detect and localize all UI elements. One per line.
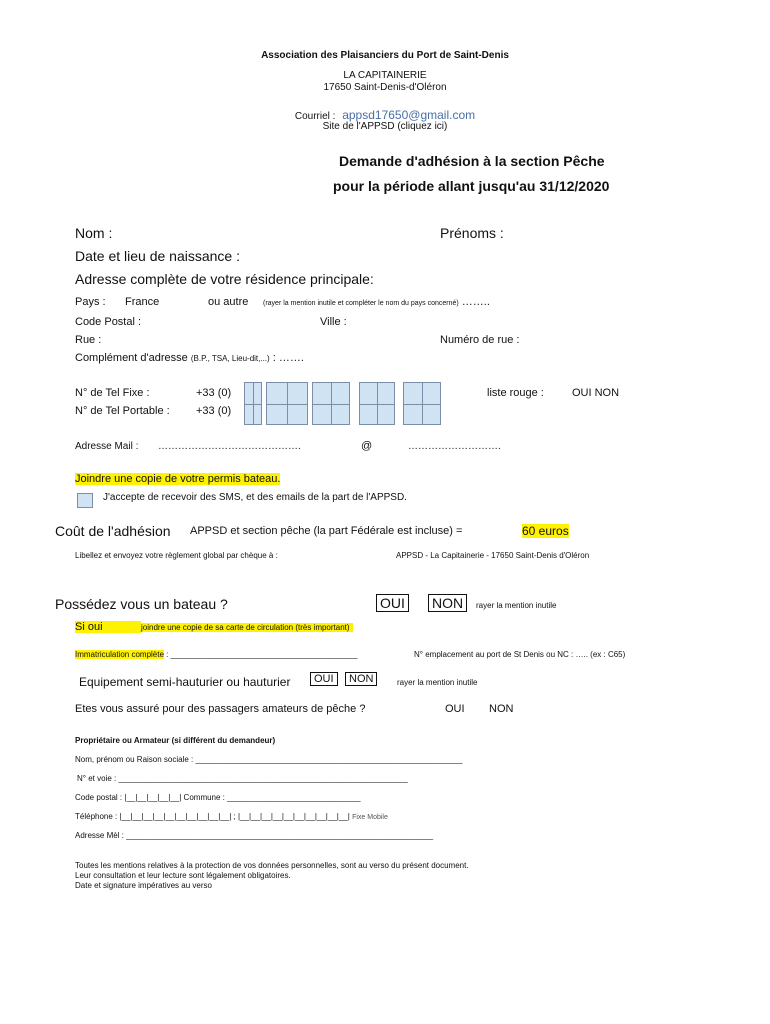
immat-label: Immatriculation complète (75, 650, 164, 659)
address-line-1: LA CAPITAINERIE (343, 70, 427, 81)
site-link[interactable]: Site de l'APPSD (cliquez ici) (322, 121, 448, 132)
tel-portable-prefix: +33 (0) (196, 405, 232, 417)
bateau-rayer: rayer la mention inutile (476, 601, 557, 610)
proprietaire-mel: Adresse Mèl : _____________________________________________________________________ (75, 831, 434, 840)
bateau-oui-box[interactable]: OUI (376, 594, 409, 612)
immat-row (75, 650, 357, 659)
form-title-line2: pour la période allant jusqu'au 31/12/2020 (333, 178, 610, 194)
libellez-label: Libellez et envoyez votre règlement global par chèque à : (75, 551, 278, 560)
complement-note: (B.P., TSA, Lieu-dit,...) (190, 354, 270, 363)
ou-autre-label: ou autre (208, 296, 249, 308)
mail-label: Adresse Mail : (75, 441, 139, 452)
proprietaire-tel-row (75, 812, 388, 821)
liste-rouge-choice[interactable]: OUI NON (572, 387, 620, 399)
proprietaire-title: Propriétaire ou Armateur (si différent du demandeur) (75, 736, 276, 745)
proprietaire-tel: Téléphone : |__|__|__|__|__|__|__|__|__|__| ; |__|__|__|__|__|__|__|__|__|__| (75, 812, 350, 821)
adresse-title: Adresse complète de votre résidence principale: (75, 271, 374, 287)
bateau-question: Possédez vous un bateau ? (55, 596, 228, 612)
nom-label: Nom : (75, 225, 113, 241)
complement-label: Complément d'adresse (75, 352, 188, 364)
pays-value: France (125, 296, 160, 308)
phone-digit-box-1[interactable] (244, 382, 262, 425)
equipement-non-box[interactable]: NON (345, 672, 377, 686)
emplacement-label: N° emplacement au port de St Denis ou NC : ….. (ex : C65) (414, 650, 626, 659)
numero-rue-label: Numéro de rue : (440, 334, 520, 346)
cout-details: APPSD et section pêche (la part Fédérale est incluse) = (190, 525, 463, 537)
liste-rouge-label: liste rouge : (487, 387, 544, 399)
sms-consent-checkbox[interactable] (77, 493, 93, 508)
mail-dots-domain: ………………………. (408, 441, 501, 452)
phone-digit-box-5[interactable] (403, 382, 441, 425)
address-line-2: 17650 Saint-Denis-d'Oléron (323, 82, 447, 93)
pays-note: (rayer la mention inutile et compléter le nom du pays concerné) (263, 300, 459, 307)
assure-non[interactable]: NON (489, 703, 514, 715)
joindre-carte: joindre une copie de sa carte de circulation (très important) (141, 623, 353, 632)
cout-amount: 60 euros (522, 524, 569, 538)
immat-line: : __________________________________________ (166, 650, 358, 659)
footer-line-3: Date et signature impératives au verso (75, 881, 212, 890)
equipement-oui-box[interactable]: OUI (310, 672, 338, 686)
email-label: Courriel : (294, 111, 336, 122)
mail-at: @ (361, 440, 373, 452)
rue-label: Rue : (75, 334, 102, 346)
email-link[interactable]: appsd17650@gmail.com (342, 108, 476, 122)
email-row (0, 108, 770, 122)
mail-dots: ……………………………………. (158, 441, 301, 452)
cout-label: Coût de l'adhésion (55, 523, 171, 539)
proprietaire-voie: N° et voie : _________________________________________________________________ (77, 774, 408, 783)
pays-note-row (263, 296, 490, 308)
footer-line-1: Toutes les mentions relatives à la protection de vos données personnelles, sont au verso du présent document. (75, 861, 469, 870)
tel-portable-label: N° de Tel Portable : (75, 405, 170, 417)
proprietaire-nom: Nom, prénom ou Raison sociale : ____________________________________________________________ (75, 755, 463, 764)
equipement-rayer: rayer la mention inutile (397, 678, 478, 687)
proprietaire-tel-note: Fixe Mobile (352, 814, 388, 821)
payee-address: APPSD - La Capitainerie - 17650 Saint-Denis d'Oléron (396, 551, 590, 560)
si-oui-label: Si oui (75, 621, 141, 633)
form-title-line1: Demande d'adhésion à la section Pêche (339, 153, 605, 169)
assure-question: Etes vous assuré pour des passagers amateurs de pêche ? (75, 703, 366, 715)
code-postal-label: Code Postal : (75, 316, 142, 328)
pays-dots: …….. (461, 296, 490, 308)
association-name: Association des Plaisanciers du Port de Saint-Denis (261, 50, 509, 61)
phone-digit-box-2[interactable] (266, 382, 308, 425)
proprietaire-cp: Code postal : |__|__|__|__|__| Commune : ______________________________ (75, 793, 361, 802)
ville-label: Ville : (320, 316, 347, 328)
complement-dots: : ……. (272, 352, 304, 364)
tel-fixe-label: N° de Tel Fixe : (75, 387, 150, 399)
sms-consent-label: J'accepte de recevoir des SMS, et des emails de la part de l'APPSD. (103, 492, 407, 503)
phone-digit-box-3[interactable] (312, 382, 350, 425)
assure-oui[interactable]: OUI (445, 703, 465, 715)
tel-fixe-prefix: +33 (0) (196, 387, 232, 399)
footer-line-2: Leur consultation et leur lecture sont légalement obligatoires. (75, 871, 291, 880)
bateau-non-box[interactable]: NON (428, 594, 467, 612)
prenoms-label: Prénoms : (440, 225, 504, 241)
complement-row (75, 352, 304, 364)
naissance-label: Date et lieu de naissance : (75, 248, 240, 264)
equipement-label: Equipement semi-hauturier ou hauturier (79, 675, 291, 689)
phone-digit-box-4[interactable] (359, 382, 395, 425)
pays-label: Pays : (75, 296, 106, 308)
joindre-permis: Joindre une copie de votre permis bateau. (75, 473, 281, 485)
